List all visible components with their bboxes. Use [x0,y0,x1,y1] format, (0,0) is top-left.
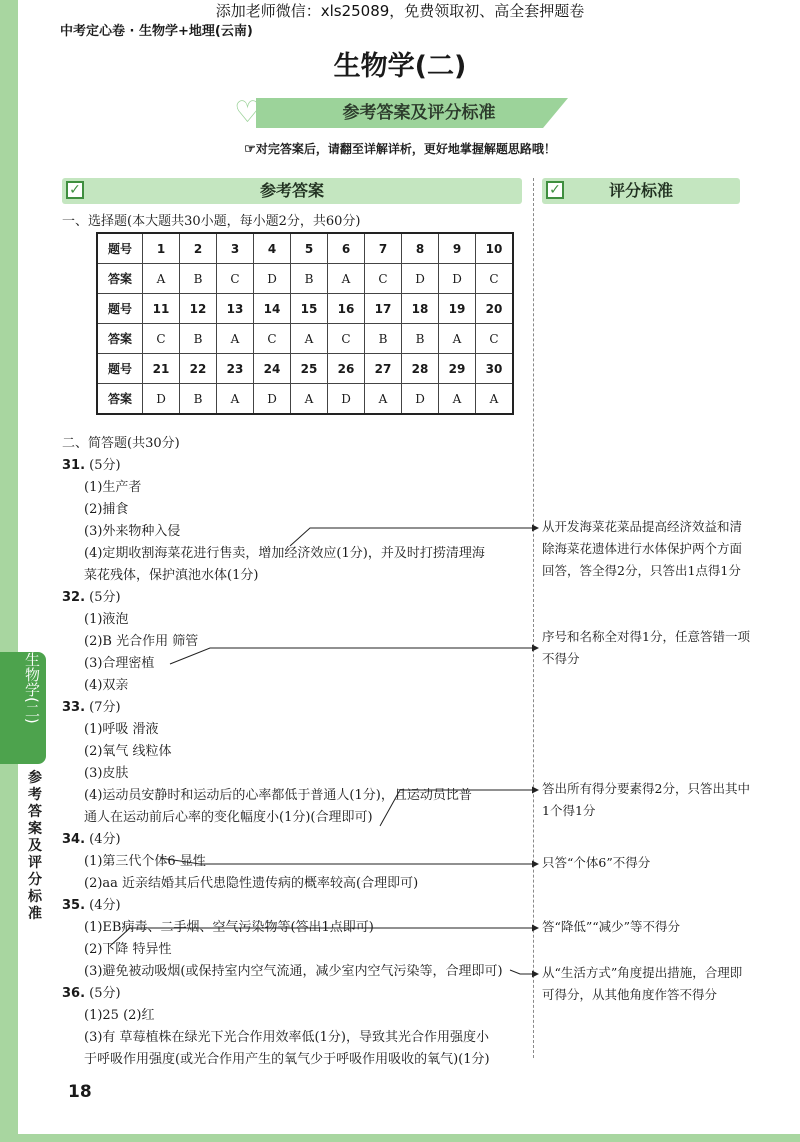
row-header: 答案 [97,384,143,415]
question-number: 36. [62,986,86,1001]
question-score: (7分) [89,700,121,715]
column-divider [533,178,534,1058]
question-number: 19 [439,294,476,324]
question-number: 31. [62,458,86,473]
answer-cell: C [365,264,402,294]
answer-cell: C [217,264,254,294]
answer-cell: D [439,264,476,294]
table-row [97,324,513,354]
question-number: 9 [439,233,476,264]
answer-cell: C [254,324,291,354]
bottom-green-edge [0,1134,800,1142]
answer-cell: D [402,384,439,415]
question-31-header [62,454,121,473]
top-note: 添加老师微信：xls25089，免费领取初、高全套押题卷 [215,2,585,20]
question-number: 23 [217,354,254,384]
question-number: 29 [439,354,476,384]
question-number: 28 [402,354,439,384]
question-36-header [62,982,121,1001]
answer-line: (1)EB病毒、二手烟、空气污染物等(答出1点即可) [84,920,374,935]
question-number: 34. [62,832,86,847]
row-header: 答案 [97,264,143,294]
question-number: 26 [328,354,365,384]
side-tab-label: 生物学(二) [23,652,41,724]
answer-cell: A [439,324,476,354]
answer-cell: B [180,264,217,294]
answer-cell: A [217,324,254,354]
answer-line: (1)25 (2)红 [84,1008,155,1023]
table-row [97,354,513,384]
answer-line: (4)双亲 [84,678,129,693]
question-34-header [62,828,121,847]
answer-line: (3)皮肤 [84,766,129,781]
question-number: 12 [180,294,217,324]
answer-line: (2)氧气 线粒体 [84,744,172,759]
answer-line: (3)避免被动吸烟(或保持室内空气流通，减少室内空气污染等，合理即可) [84,964,503,979]
answer-line: (1)呼吸 滑液 [84,722,159,737]
answer-line: (4)运动员安静时和运动后的心率都低于普通人(1分)，且运动员比普 [84,788,472,803]
scoring-header [542,178,740,204]
question-number: 4 [254,233,291,264]
answer-line: (2)捕食 [84,502,129,517]
row-header: 答案 [97,324,143,354]
answer-cell: B [402,324,439,354]
side-text: 参考答案及评分标准 [28,770,42,922]
checkbox-icon: ✓ [66,181,84,199]
page-number: 18 [68,1082,92,1102]
question-number: 6 [328,233,365,264]
question-number: 24 [254,354,291,384]
answer-cell: D [328,384,365,415]
question-number: 11 [143,294,180,324]
question-33-header [62,696,121,715]
answer-line: (3)外来物种入侵 [84,524,181,539]
scoring-note-32: 序号和名称全对得1分，任意答错一项不得分 [542,629,750,666]
question-number: 15 [291,294,328,324]
answer-cell: B [180,324,217,354]
banner-text: 参考答案及评分标准 [342,103,496,123]
answer-line: (2)B 光合作用 筛管 [84,634,199,649]
question-score: (5分) [89,458,121,473]
row-header: 题号 [97,233,143,264]
answer-cell: A [365,384,402,415]
question-35-header [62,894,121,913]
question-number: 10 [476,233,514,264]
answer-line: (3)有 草莓植株在绿光下光合作用效率低(1分)，导致其光合作用强度小 [84,1030,489,1045]
scoring-note-35-2: 答“降低”“减少”等不得分 [542,919,681,934]
answer-table [96,232,514,415]
answer-line: (1)生产者 [84,480,142,495]
answer-cell: C [328,324,365,354]
question-number: 2 [180,233,217,264]
question-number: 3 [217,233,254,264]
answer-cell: A [291,384,328,415]
row-header: 题号 [97,294,143,324]
question-number: 17 [365,294,402,324]
answer-line: (2)aa 近亲结婚其后代患隐性遗传病的概率较高(合理即可) [84,876,419,891]
question-number: 22 [180,354,217,384]
question-number: 14 [254,294,291,324]
table-row [97,384,513,415]
answer-cell: A [217,384,254,415]
part1-heading: 一、选择题(本大题共30小题，每小题2分，共60分) [62,214,361,229]
running-head: 中考定心卷 · 生物学+地理(云南) [60,24,253,39]
question-number: 8 [402,233,439,264]
answer-line: (4)定期收割海菜花进行售卖，增加经济效应(1分)，并及时打捞清理海 [84,546,485,561]
scoring-header-label: 评分标准 [608,181,673,200]
pointing-hand-icon: ☞ [244,142,256,157]
answer-cell: B [291,264,328,294]
answer-cell: A [439,384,476,415]
question-score: (5分) [89,590,121,605]
tip-text: 对完答案后，请翻至详解详析，更好地掌握解题思路哦！ [255,142,556,156]
question-number: 25 [291,354,328,384]
arrow-q34 [160,858,538,864]
answer-line: 通人在运动前后心率的变化幅度小(1分)(合理即可) [84,810,373,825]
scoring-note-35-3: 从“生活方式”角度提出措施，合理即可得分，从其他角度作答不得分 [542,965,743,1002]
answer-cell: A [476,384,514,415]
question-score: (4分) [89,898,121,913]
answer-line: (3)合理密植 [84,656,155,671]
answer-cell: D [402,264,439,294]
answers-header [62,178,522,204]
question-number: 27 [365,354,402,384]
question-number: 20 [476,294,514,324]
answer-line: 于呼吸作用强度(或光合作用产生的氧气少于呼吸作用吸收的氧气)(1分) [84,1052,490,1067]
answer-cell: C [143,324,180,354]
answer-cell: C [476,324,514,354]
answer-line: (1)液泡 [84,612,129,627]
answers-header-label: 参考答案 [259,181,324,200]
left-green-edge [0,0,18,1142]
question-number: 33. [62,700,86,715]
question-number: 16 [328,294,365,324]
table-row [97,264,513,294]
question-number: 35. [62,898,86,913]
answer-line: (2)下降 特异性 [84,942,172,957]
question-number: 32. [62,590,86,605]
page-title: 生物学(二) [333,51,467,82]
answer-cell: A [291,324,328,354]
answer-cell: B [365,324,402,354]
question-number: 21 [143,354,180,384]
answer-line: 菜花残体，保护滇池水体(1分) [84,568,259,583]
question-number: 1 [143,233,180,264]
scoring-note-34: 只答“个体6”不得分 [542,855,651,870]
question-number: 13 [217,294,254,324]
checkbox-icon: ✓ [546,181,564,199]
answer-cell: D [254,384,291,415]
scoring-note-31: 从开发海菜花菜品提高经济效益和清除海菜花遗体进行水体保护两个方面回答，答全得2分，只答出1点得1分 [542,519,743,578]
row-header: 题号 [97,354,143,384]
heart-icon: ♡ [234,95,261,130]
question-score: (5分) [89,986,121,1001]
part2-heading: 二、简答题(共30分) [62,436,180,451]
table-row [97,294,513,324]
tip-line [0,140,800,157]
question-score: (4分) [89,832,121,847]
answer-cell: D [254,264,291,294]
question-number: 7 [365,233,402,264]
scoring-note-33: 答出所有得分要素得2分，只答出其中1个得1分 [542,781,750,818]
question-number: 30 [476,354,514,384]
question-32-header [62,586,121,605]
question-number: 5 [291,233,328,264]
answer-cell: D [143,384,180,415]
answer-cell: A [143,264,180,294]
answer-line: (1)第三代个体6 显性 [84,854,206,869]
question-number: 18 [402,294,439,324]
table-row [97,233,513,264]
answer-cell: C [476,264,514,294]
answer-cell: B [180,384,217,415]
arrow-q32 [170,648,538,664]
answer-banner [234,95,568,130]
answer-cell: A [328,264,365,294]
